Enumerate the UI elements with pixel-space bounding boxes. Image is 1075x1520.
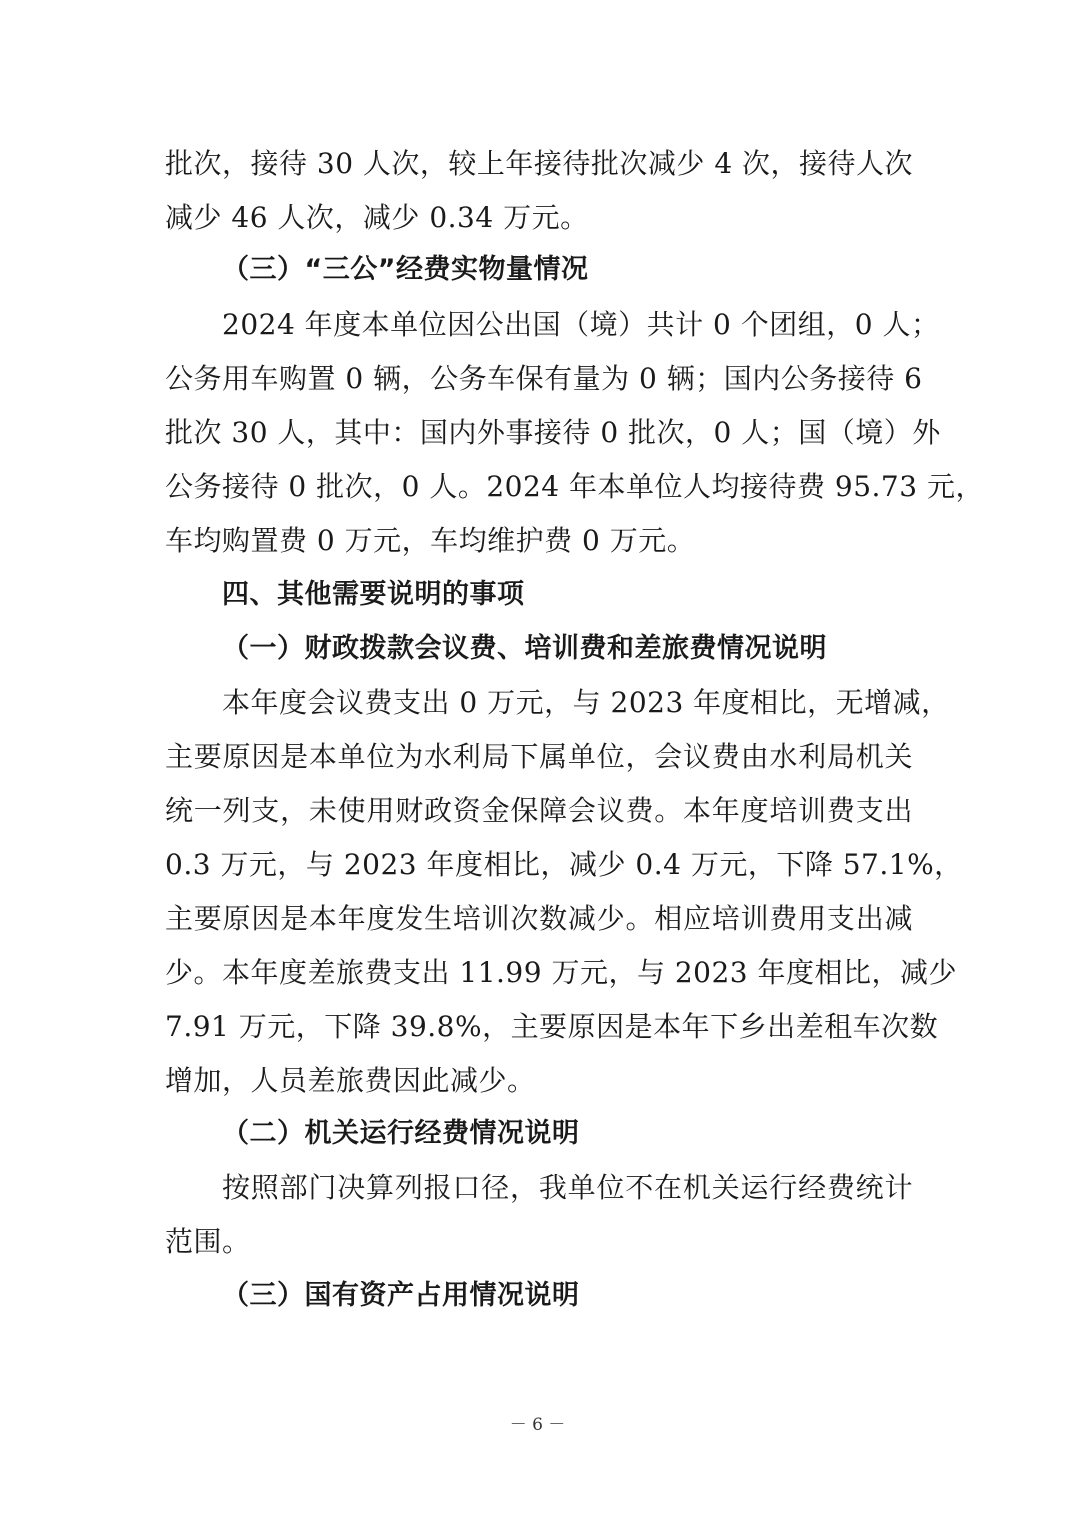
body-text-line: 减少 46 人次，减少 0.34 万元。 (165, 201, 589, 234)
body-text-line: 统一列支，未使用财政资金保障会议费。本年度培训费支出 (165, 794, 913, 827)
body-text-line: 公务接待 0 批次，0 人。2024 年本单位人均接待费 95.73 元， (165, 470, 984, 503)
section-heading-2: （二）机关运行经费情况说明 (222, 1118, 580, 1149)
chapter-heading-4: 四、其他需要说明的事项 (222, 579, 525, 610)
body-text-line: 按照部门决算列报口径，我单位不在机关运行经费统计 (222, 1171, 913, 1204)
section-heading-1: （一）财政拨款会议费、培训费和差旅费情况说明 (222, 633, 827, 664)
body-text-line: 增加，人员差旅费因此减少。 (165, 1064, 536, 1097)
page-number: － 6 － (509, 1415, 566, 1435)
body-text-line: 本年度会议费支出 0 万元，与 2023 年度相比，无增减， (222, 686, 950, 719)
body-text-line: 0.3 万元，与 2023 年度相比，减少 0.4 万元，下降 57.1%， (165, 848, 963, 881)
body-text-line: 公务用车购置 0 辆，公务车保有量为 0 辆；国内公务接待 6 (165, 362, 923, 395)
body-text-line: 范围。 (165, 1225, 251, 1258)
body-text-line: 主要原因是本年度发生培训次数减少。相应培训费用支出减 (165, 902, 913, 935)
body-text-line: 主要原因是本单位为水利局下属单位，会议费由水利局机关 (165, 740, 913, 773)
body-text-line: 2024 年度本单位因公出国（境）共计 0 个团组，0 人； (222, 308, 940, 341)
section-heading-3: （三）“三公”经费实物量情况 (222, 254, 589, 285)
body-text-line: 少。本年度差旅费支出 11.99 万元，与 2023 年度相比，减少 (165, 956, 958, 989)
section-heading-3b: （三）国有资产占用情况说明 (222, 1280, 580, 1311)
body-text-line: 车均购置费 0 万元，车均维护费 0 万元。 (165, 524, 696, 557)
body-text-line: 批次，接待 30 人次，较上年接待批次减少 4 次，接待人次 (165, 147, 914, 180)
body-text-line: 批次 30 人，其中：国内外事接待 0 批次，0 人；国（境）外 (165, 416, 941, 449)
body-text-line: 7.91 万元，下降 39.8%，主要原因是本年下乡出差租车次数 (165, 1010, 939, 1043)
